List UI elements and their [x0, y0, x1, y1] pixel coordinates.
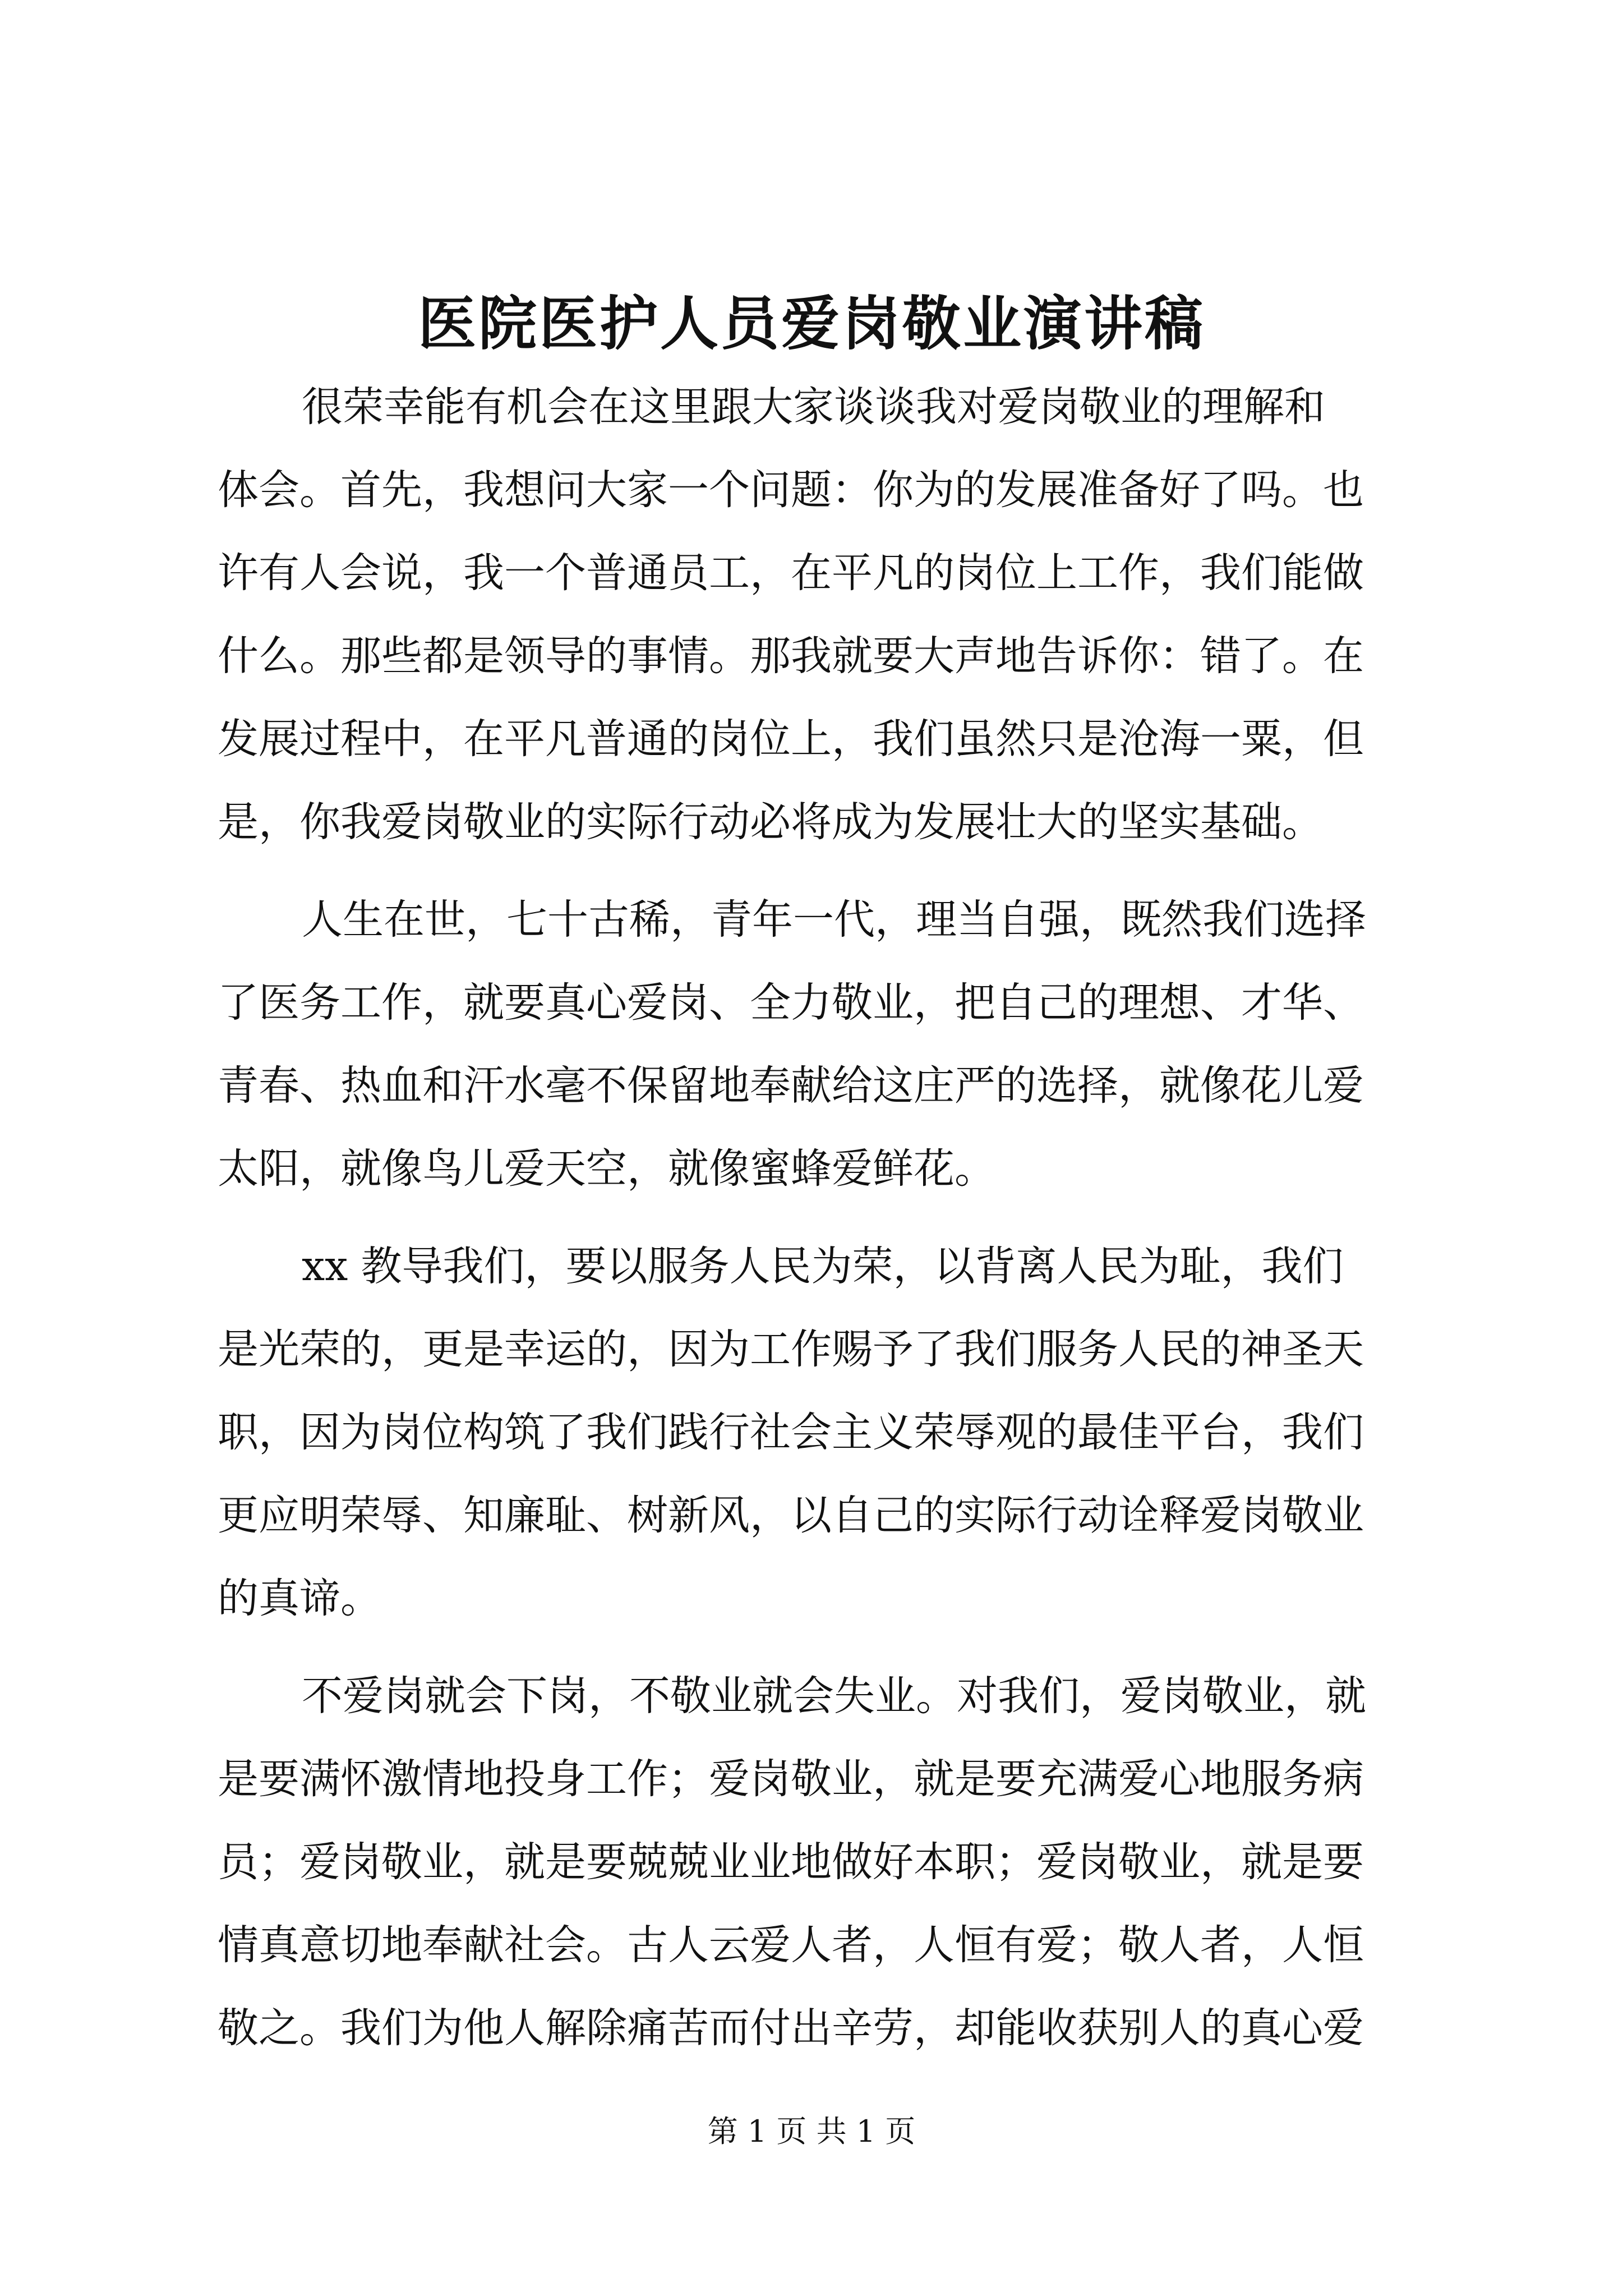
text-line: 的真谛。 [218, 1575, 381, 1622]
text-line: 青春、热血和汗水毫不保留地奉献给这庄严的选择，就像花儿爱 [218, 1062, 1364, 1110]
text-line: 情真意切地奉献社会。古人云爱人者，人恒有爱；敬人者，人恒 [218, 1921, 1364, 1969]
text-line: 不爱岗就会下岗，不敬业就会失业。对我们，爱岗敬业，就 [302, 1672, 1366, 1720]
document-title: 医院医护人员爱岗敬业演讲稿 [417, 289, 1205, 358]
document-body [218, 366, 1412, 2070]
text-line: 人生在世，七十古稀，青年一代，理当自强，既然我们选择 [302, 896, 1366, 944]
text-line: 员；爱岗敬业，就是要兢兢业业地做好本职；爱岗敬业，就是要 [218, 1838, 1364, 1886]
text-line: 什么。那些都是领导的事情。那我就要大声地告诉你：错了。在 [218, 632, 1364, 680]
text-line: xx 教导我们，要以服务人民为荣，以背离人民为耻，我们 [302, 1243, 1344, 1290]
text-line: 是，你我爱岗敬业的实际行动必将成为发展壮大的坚实基础。 [218, 798, 1323, 846]
paragraph [218, 1655, 1412, 2070]
text-line: 体会。首先，我想问大家一个问题：你为的发展准备好了吗。也 [218, 466, 1364, 514]
page-number-footer: 第 1 页 共 1 页 [707, 2114, 916, 2149]
text-line: 是光荣的，更是幸运的，因为工作赐予了我们服务人民的神圣天 [218, 1326, 1364, 1373]
text-line: 发展过程中，在平凡普通的岗位上，我们虽然只是沧海一粟，但 [218, 715, 1364, 763]
paragraph [218, 366, 1412, 864]
paragraph [218, 878, 1412, 1211]
text-line: 更应明荣辱、知廉耻、树新风，以自己的实际行动诠释爱岗敬业 [218, 1492, 1364, 1539]
text-line: 很荣幸能有机会在这里跟大家谈谈我对爱岗敬业的理解和 [302, 383, 1325, 431]
text-line: 许有人会说，我一个普通员工，在平凡的岗位上工作，我们能做 [218, 549, 1364, 597]
text-line: 敬之。我们为他人解除痛苦而付出辛劳，却能收获别人的真心爱 [218, 2004, 1364, 2052]
paragraph [218, 1225, 1412, 1640]
text-line: 职，因为岗位构筑了我们践行社会主义荣辱观的最佳平台，我们 [218, 1409, 1364, 1456]
text-line: 太阳，就像鸟儿爱天空，就像蜜蜂爱鲜花。 [218, 1145, 995, 1193]
text-line: 了医务工作，就要真心爱岗、全力敬业，把自己的理想、才华、 [218, 979, 1364, 1027]
text-line: 是要满怀激情地投身工作；爱岗敬业，就是要充满爱心地服务病 [218, 1755, 1364, 1803]
